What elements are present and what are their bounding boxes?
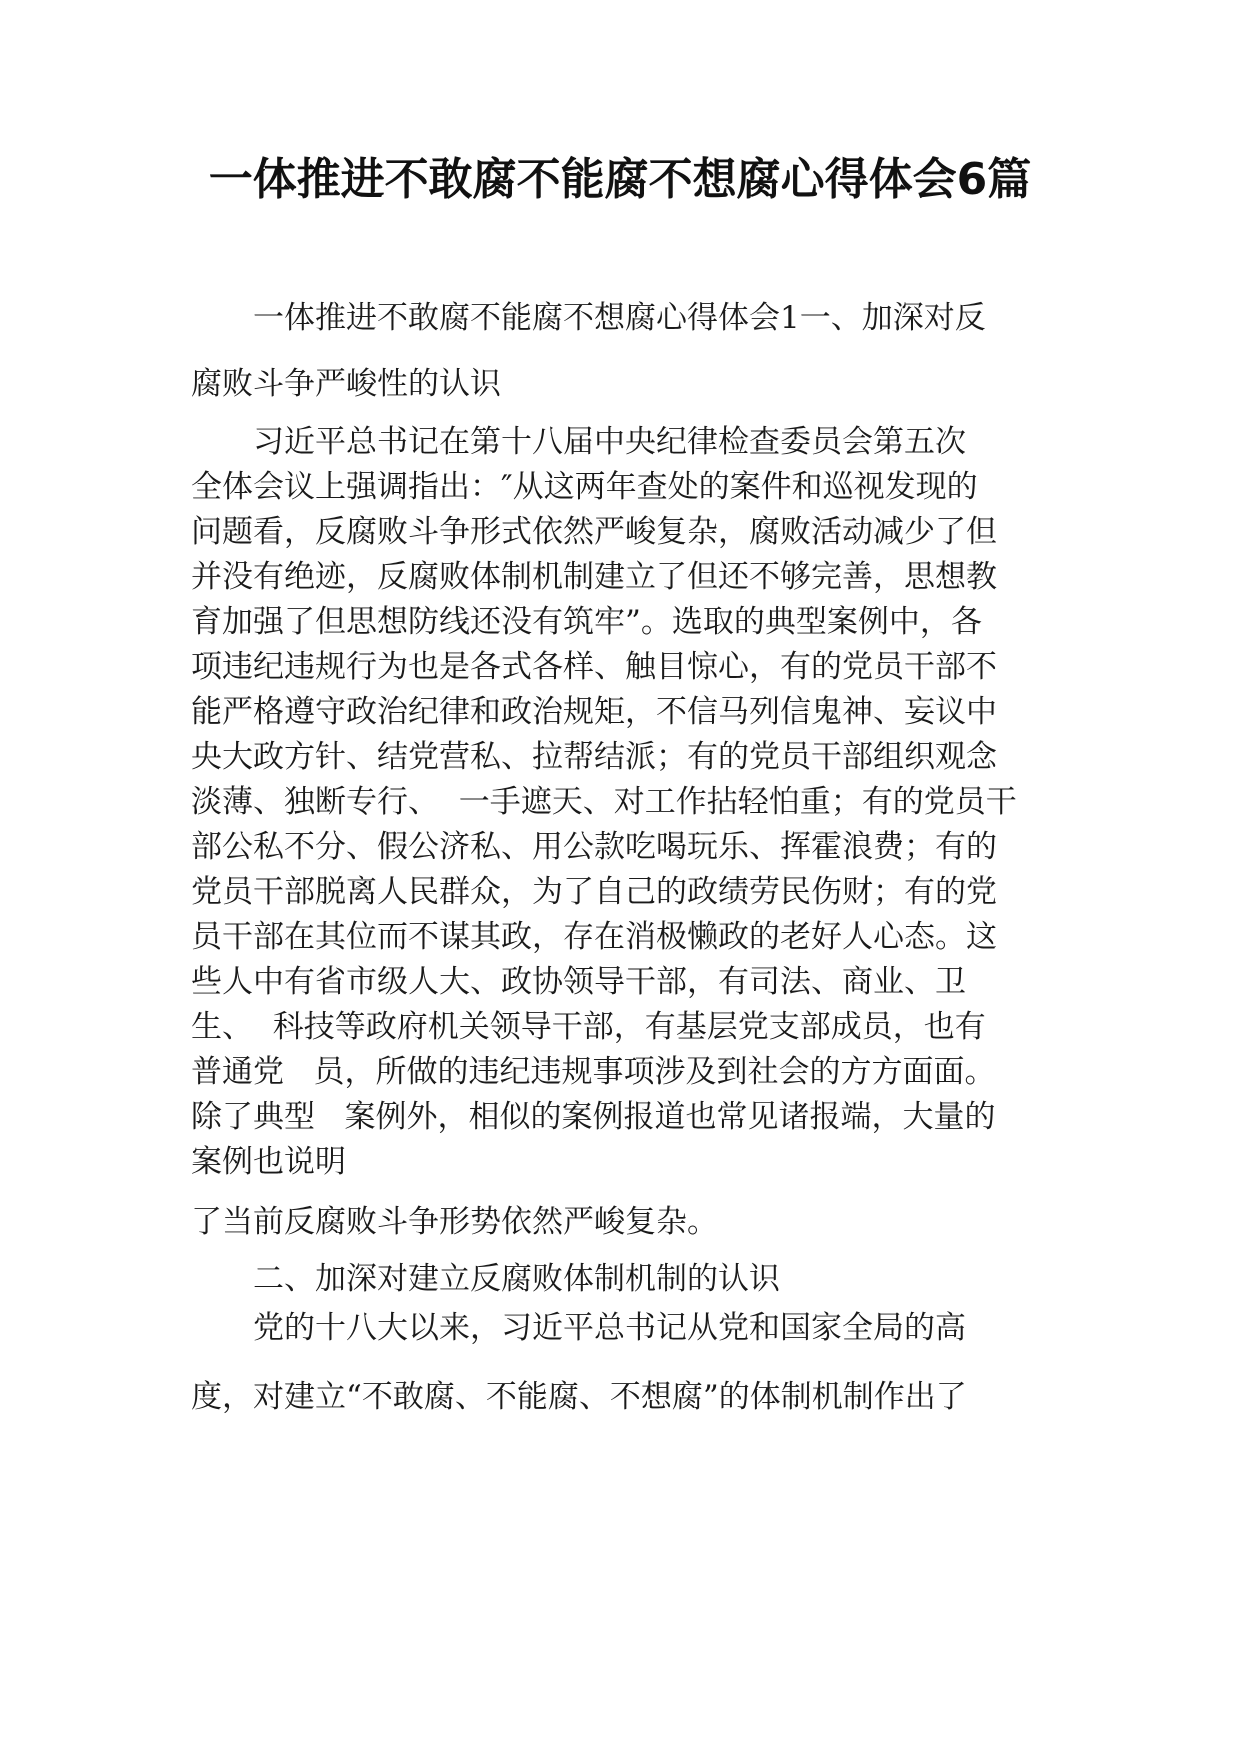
paragraph-line: 除了典型 案例外，相似的案例报道也常见诸报端，大量的 (191, 1099, 996, 1135)
paragraph-line: 项违纪违规行为也是各式各样、触目惊心，有的党员干部不 (191, 649, 997, 685)
paragraph-line: 淡薄、独断专行、 一手遮天、对工作拈轻怕重；有的党员干 (191, 784, 1017, 820)
paragraph-line: 能严格遵守政治纪律和政治规矩，不信马列信鬼神、妄议中 (191, 694, 997, 730)
paragraph-line: 全体会议上强调指出：″从这两年查处的案件和巡视发现的 (191, 469, 978, 505)
paragraph-line: 育加强了但思想防线还没有筑牢”。选取的典型案例中，各 (191, 604, 982, 640)
paragraph-line: 部公私不分、假公济私、用公款吃喝玩乐、挥霍浪费；有的 (191, 829, 997, 865)
paragraph-line: 员干部在其位而不谋其政，存在消极懒政的老好人心态。这 (191, 919, 997, 955)
paragraph-line: 度，对建立“不敢腐、不能腐、不想腐”的体制机制作出了 (191, 1379, 967, 1415)
document-title: 一体推进不敢腐不能腐不想腐心得体会6篇 (208, 154, 1032, 205)
paragraph-line: 生、 科技等政府机关领导干部，有基层党支部成员，也有 (191, 1009, 986, 1045)
paragraph-line: 一体推进不敢腐不能腐不想腐心得体会1一、加深对反 (253, 300, 986, 336)
paragraph-line: 习近平总书记在第十八届中央纪律检查委员会第五次 (253, 424, 966, 460)
section-heading: 二、加深对建立反腐败体制机制的认识 (253, 1261, 780, 1297)
paragraph-line: 央大政方针、结党营私、拉帮结派；有的党员干部组织观念 (191, 739, 997, 775)
paragraph-line: 党员干部脱离人民群众，为了自己的政绩劳民伤财；有的党 (191, 874, 997, 910)
paragraph-line: 些人中有省市级人大、政协领导干部，有司法、商业、卫 (191, 964, 966, 1000)
paragraph-line: 案例也说明 (191, 1144, 346, 1180)
paragraph-line: 问题看，反腐败斗争形式依然严峻复杂，腐败活动减少了但 (191, 514, 997, 550)
paragraph-line: 普通党 员，所做的违纪违规事项涉及到社会的方方面面。 (191, 1054, 996, 1090)
paragraph-line: 腐败斗争严峻性的认识 (191, 366, 501, 402)
paragraph-line: 了当前反腐败斗争形势依然严峻复杂。 (191, 1204, 718, 1240)
paragraph-line: 并没有绝迹，反腐败体制机制建立了但还不够完善，思想教 (191, 559, 997, 595)
paragraph-line: 党的十八大以来，习近平总书记从党和国家全局的高 (253, 1310, 966, 1346)
